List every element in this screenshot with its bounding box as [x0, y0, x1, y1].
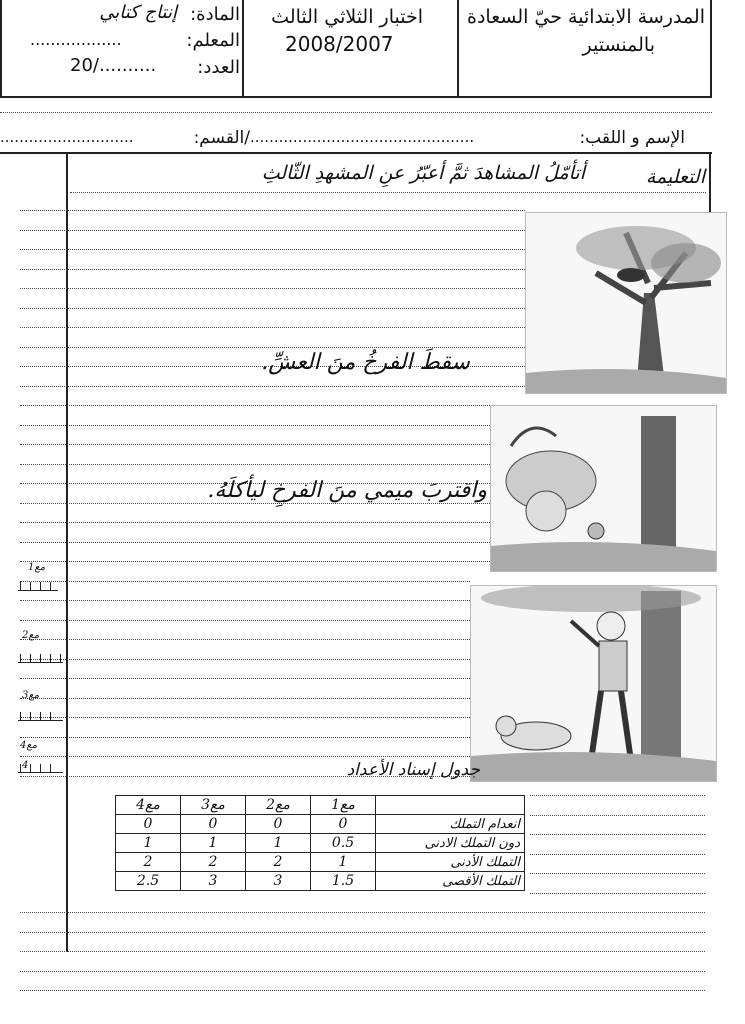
row-label: التملك الأدنى — [376, 853, 525, 872]
score-tick — [40, 582, 41, 590]
writing-line — [20, 639, 470, 640]
header-empty-cell — [376, 796, 525, 815]
table-cell: 3 — [181, 872, 246, 891]
row-label: دون التملك الادنى — [376, 834, 525, 853]
score-tick — [40, 712, 41, 720]
writing-line — [20, 230, 525, 231]
table-cell: 0 — [311, 815, 376, 834]
score-box-2 — [18, 662, 63, 663]
class-label: /القسم: — [193, 128, 250, 148]
score-box-4 — [18, 772, 63, 773]
writing-line — [20, 932, 705, 933]
score-tick — [30, 582, 31, 590]
table-cell: 0 — [246, 815, 311, 834]
header-divider-right — [457, 0, 459, 96]
table-cell: 2 — [246, 853, 311, 872]
header-divider-left — [242, 0, 244, 96]
table-cell: 1 — [116, 834, 181, 853]
writing-line — [20, 561, 490, 562]
sentence-2: واقتربَ ميمي منَ الفرخِ ليأكلَهُ. — [207, 478, 487, 503]
table-cell: 1 — [311, 853, 376, 872]
score-tick — [30, 764, 31, 772]
writing-line — [20, 542, 490, 543]
score-label: العدد: — [197, 57, 240, 78]
writing-line — [20, 698, 470, 699]
score-tick — [60, 654, 61, 662]
writing-line — [530, 815, 705, 816]
table-cell: 2 — [181, 853, 246, 872]
criterion-1-label: مع1 — [28, 562, 46, 573]
table-header-row — [116, 796, 525, 815]
name-label: الإسم و اللقب: — [579, 128, 685, 148]
writing-line — [20, 386, 525, 387]
criterion-3-label: مع3 — [22, 690, 40, 701]
table-cell: 0 — [181, 815, 246, 834]
table-cell: 0.5 — [311, 834, 376, 853]
table-row — [116, 853, 525, 872]
writing-line — [530, 893, 705, 894]
girl-saving-chick-scene — [470, 585, 717, 782]
table-row — [116, 815, 525, 834]
sentence-1: سقطَ الفرخُ منَ العشِّ. — [261, 350, 470, 375]
writing-line — [530, 795, 705, 796]
criterion-2-label: مع2 — [22, 630, 40, 641]
writing-line — [20, 503, 490, 504]
score-tick — [40, 764, 41, 772]
writing-line — [70, 192, 706, 193]
writing-line — [20, 581, 470, 582]
name-dots: ............................................... — [250, 128, 475, 146]
exam-year: 2008/2007 — [285, 32, 394, 56]
separator-line — [0, 112, 712, 113]
row-label: انعدام التملك — [376, 815, 525, 834]
writing-line — [20, 912, 705, 913]
writing-line — [20, 444, 490, 445]
teacher-dots: .................. — [30, 30, 122, 49]
subject-value: إنتاج كتابي — [99, 2, 177, 23]
table-row — [116, 872, 525, 891]
grading-table — [115, 795, 525, 891]
writing-line — [20, 951, 705, 952]
student-underline — [0, 152, 712, 154]
school-name: المدرسة الابتدائية حيّ السعادة — [467, 6, 705, 28]
writing-line — [20, 678, 470, 679]
cat-chick-scene — [490, 405, 717, 572]
writing-line — [530, 873, 705, 874]
writing-line — [20, 269, 525, 270]
tree-nest-scene — [525, 212, 727, 394]
score-tick — [20, 654, 21, 662]
teacher-label: المعلم: — [186, 30, 240, 51]
row-label: التملك الأقصى — [376, 872, 525, 891]
writing-line — [20, 990, 705, 991]
score-value: 20/.......... — [70, 55, 157, 76]
score-tick — [50, 582, 51, 590]
writing-line — [20, 659, 470, 660]
score-tick — [50, 764, 51, 772]
table-cell: 1 — [181, 834, 246, 853]
score-tick — [50, 654, 51, 662]
criterion-digit: 4 — [22, 760, 29, 771]
instruction-label: التعليمة — [645, 166, 705, 188]
writing-line — [20, 600, 470, 601]
writing-line — [20, 737, 470, 738]
score-box-1 — [18, 590, 58, 591]
score-box-3 — [18, 720, 63, 721]
criterion-4-label: مع4 — [20, 740, 38, 751]
header-cell: مع3 — [181, 796, 246, 815]
exam-title: اختبار الثلاثي الثالث — [271, 6, 423, 28]
school-city: بالمنستير — [582, 34, 655, 56]
writing-line — [20, 405, 490, 406]
table-cell: 2 — [116, 853, 181, 872]
instruction-text: أتأمّلُ المشاهدَ ثمَّ أعبّرُ عنِ المشهدِ الثّالثِ — [261, 162, 585, 184]
writing-line — [20, 971, 705, 972]
writing-line — [530, 854, 705, 855]
score-tick — [40, 654, 41, 662]
writing-line — [20, 249, 525, 250]
table-cell: 3 — [246, 872, 311, 891]
table-cell: 2.5 — [116, 872, 181, 891]
score-tick — [30, 712, 31, 720]
score-tick — [30, 654, 31, 662]
writing-line — [20, 210, 525, 211]
writing-line — [20, 288, 525, 289]
writing-line — [20, 717, 470, 718]
table-row — [116, 834, 525, 853]
writing-line — [20, 522, 490, 523]
writing-line — [20, 756, 470, 757]
score-tick — [20, 582, 21, 590]
writing-line — [530, 834, 705, 835]
header-cell: مع1 — [311, 796, 376, 815]
writing-line — [20, 425, 490, 426]
score-tick — [20, 712, 21, 720]
writing-line — [20, 464, 490, 465]
writing-line — [20, 347, 525, 348]
score-tick — [20, 764, 21, 772]
subject-label: المادة: — [190, 4, 240, 25]
margin-rule — [66, 152, 68, 952]
class-dots: ............................ — [0, 128, 134, 146]
writing-line — [20, 620, 470, 621]
header-cell: مع4 — [116, 796, 181, 815]
header-cell: مع2 — [246, 796, 311, 815]
writing-line — [20, 308, 525, 309]
grading-table-title: جدول إسناد الأعداد — [346, 760, 480, 780]
writing-line — [20, 327, 525, 328]
right-rule — [709, 152, 711, 212]
table-cell: 1.5 — [311, 872, 376, 891]
score-tick — [50, 712, 51, 720]
table-cell: 0 — [116, 815, 181, 834]
table-cell: 1 — [246, 834, 311, 853]
